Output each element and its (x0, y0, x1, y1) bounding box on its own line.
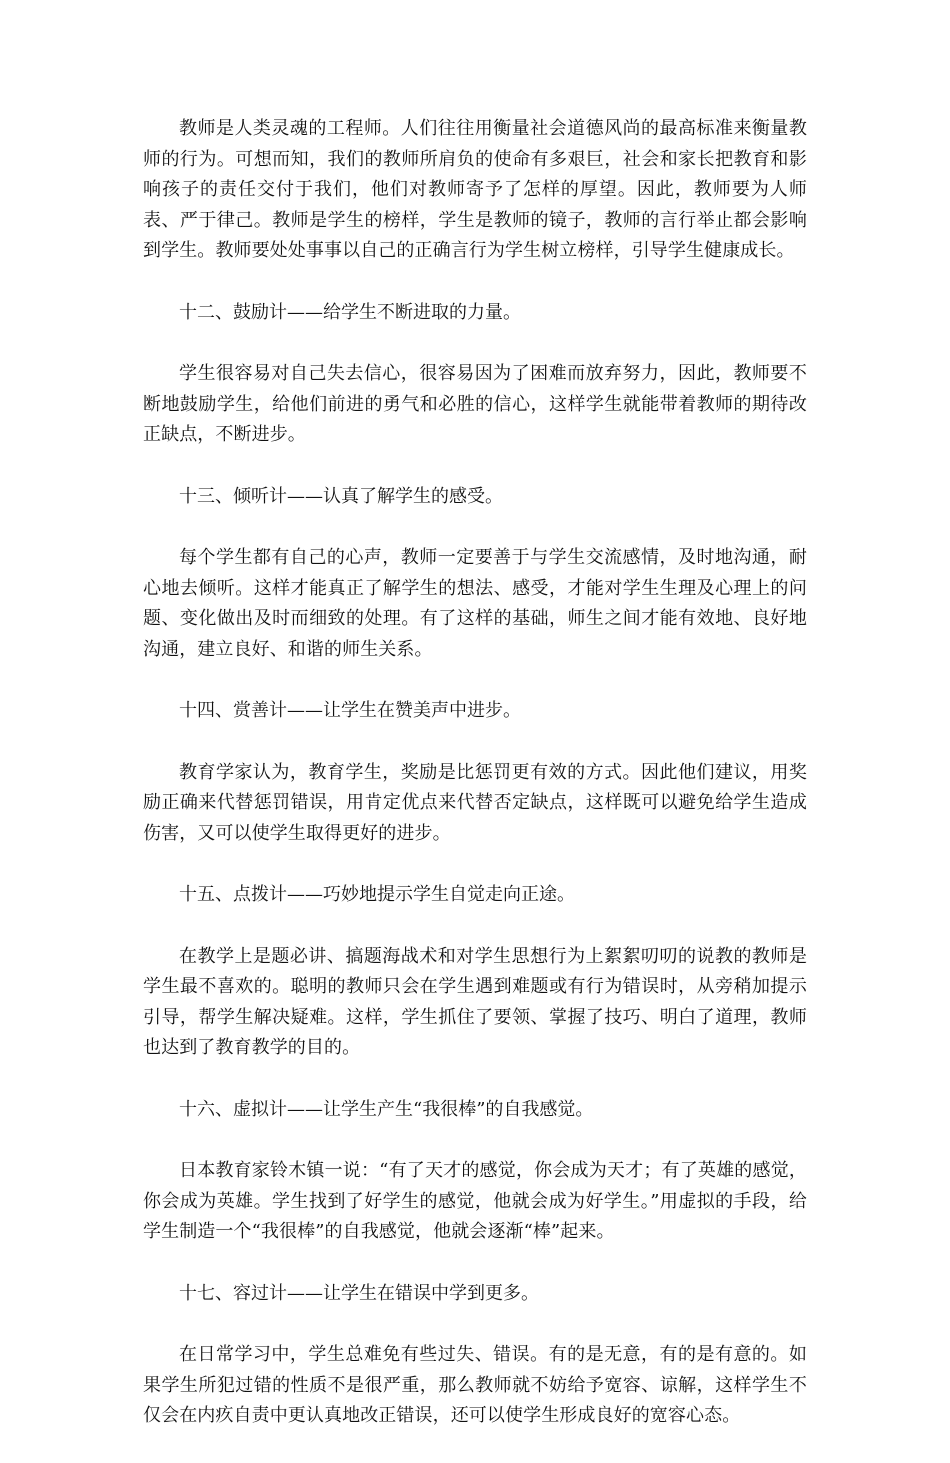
paragraph-role-model: 教师是人类灵魂的工程师。人们往往用衡量社会道德风尚的最高标准来衡量教师的行为。可想而知，我们的教师所肩负的使命有多艰巨，社会和家长把教育和影响孩子的责任交付于我们，他们对教师寄予了怎样的厚望。因此，教师要为人师表、严于律己。教师是学生的榜样，学生是教师的镜子，教师的言行举止都会影响到学生。教师要处处事事以自己的正确言行为学生树立榜样，引导学生健康成长。 (143, 118, 807, 261)
heading-encourage: 十二、鼓励计——给学生不断进取的力量。 (179, 301, 521, 323)
paragraph-listen: 每个学生都有自己的心声，教师一定要善于与学生交流感情，及时地沟通，耐心地去倾听。这样才能真正了解学生的想法、感受，才能对学生生理及心理上的问题、变化做出及时而细致的处理。有了这样的基础，师生之间才能有效地、良好地沟通，建立良好、和谐的师生关系。 (143, 547, 807, 660)
paragraph-virtual: 日本教育家铃木镇一说：“有了天才的感觉，你会成为天才；有了英雄的感觉，你会成为英雄。学生找到了好学生的感觉，他就会成为好学生。”用虚拟的手段，给学生制造一个“我很棒”的自我感觉，他就会逐渐“棒”起来。 (143, 1160, 807, 1242)
heading-virtual: 十六、虚拟计——让学生产生“我很棒”的自我感觉。 (179, 1098, 594, 1120)
paragraph-encourage: 学生很容易对自己失去信心，很容易因为了困难而放弃努力，因此，教师要不断地鼓励学生，给他们前进的勇气和必胜的信心，这样学生就能带着教师的期待改正缺点，不断进步。 (143, 363, 807, 445)
heading-guide: 十五、点拨计——巧妙地提示学生自觉走向正途。 (179, 884, 575, 905)
heading-praise: 十四、赏善计——让学生在赞美声中进步。 (179, 700, 521, 721)
document-page (143, 114, 807, 1463)
paragraph-praise: 教育学家认为，教育学生，奖励是比惩罚更有效的方式。因此他们建议，用奖励正确来代替惩罚错误，用肯定优点来代替否定缺点，这样既可以避免给学生造成伤害，又可以使学生取得更好的进步。 (143, 761, 807, 844)
heading-tolerance: 十七、容过计——让学生在错误中学到更多。 (179, 1282, 539, 1304)
paragraph-tolerance: 在日常学习中，学生总难免有些过失、错误。有的是无意，有的是有意的。如果学生所犯过错的性质不是很严重，那么教师就不妨给予宽容、谅解，这样学生不仅会在内疚自责中更认真地改正错误，还可以使学生形成良好的宽容心态。 (143, 1344, 807, 1426)
paragraph-guide: 在教学上是题必讲、搞题海战术和对学生思想行为上絮絮叨叨的说教的教师是学生最不喜欢的。聪明的教师只会在学生遇到难题或有行为错误时，从旁稍加提示引导，帮学生解决疑难。这样，学生抓住了要领、掌握了技巧、明白了道理，教师也达到了教育教学的目的。 (143, 945, 807, 1058)
heading-listen: 十三、倾听计——认真了解学生的感受。 (179, 485, 503, 507)
